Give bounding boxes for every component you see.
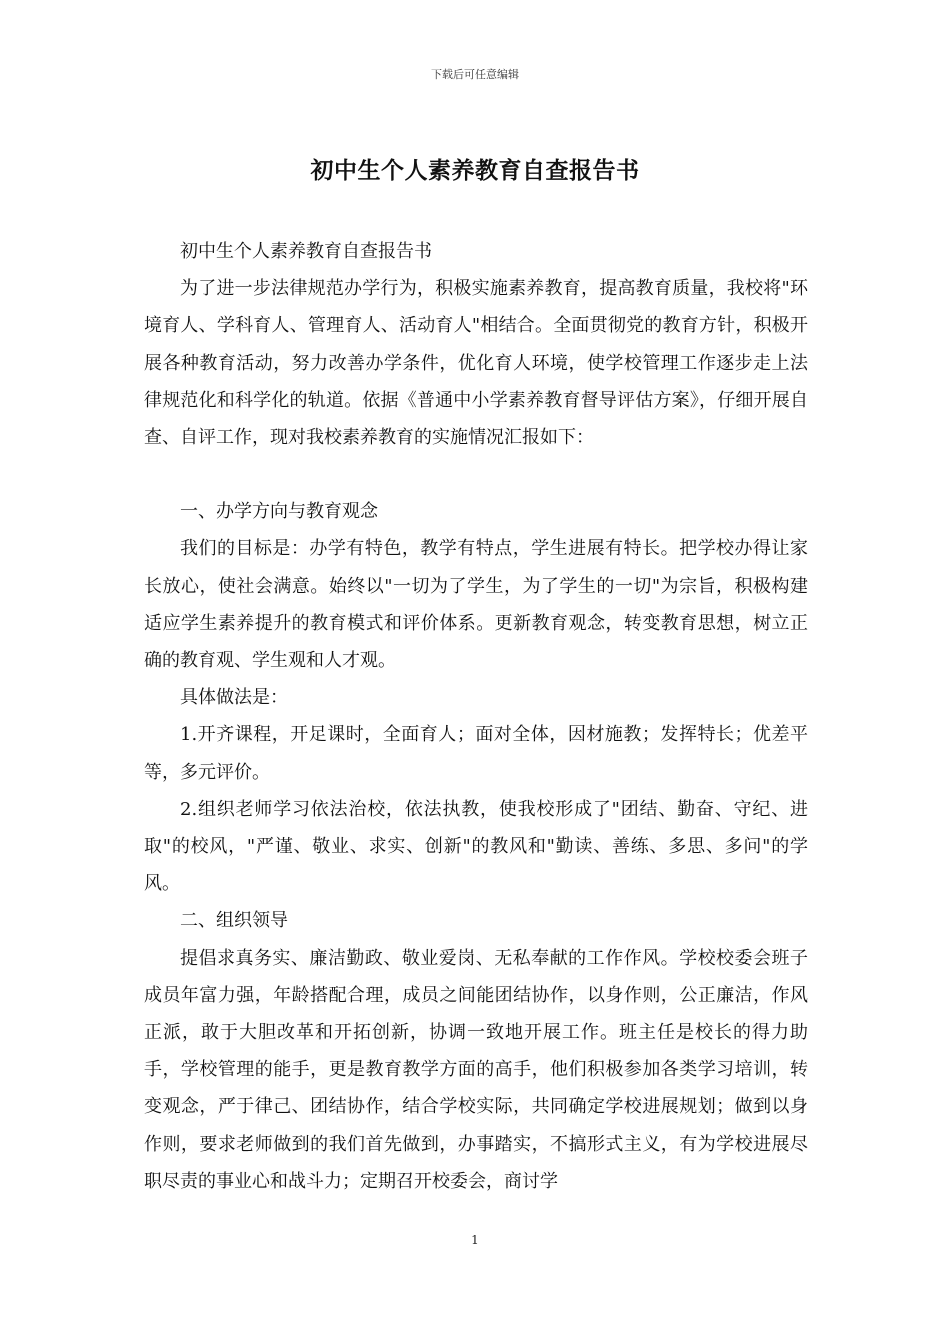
header-note: 下载后可任意编辑 [431, 68, 519, 81]
section-heading-2: 二、组织领导 [180, 910, 288, 932]
paragraph-methods-label: 具体做法是： [180, 687, 288, 709]
paragraph-leadership: 提倡求真务实、廉洁勤政、敬业爱岗、无私奉献的工作作风。学校校委会班子成员年富力强，年龄搭配合理，成员之间能团结协作，以身作则，公正廉洁，作风正派，敢于大胆改革和开拓创新，协调一致地开展工作。班主任是校长的得力助手，学校管理的能手，更是教育教学方面的高手，他们积极参加各类学习培训，转变观念，严于律己、团结协作，结合学校实际，共同确定学校进展规划；做到以身作则，要求老师做到的我们首先做到，办事踏实，不搞形式主义，有为学校进展尽职尽责的事业心和战斗力；定期召开校委会，商讨学 [144, 947, 808, 1192]
list-item-2: 2.组织老师学习依法治校，依法执教，使我校形成了"团结、勤奋、守纪、进取"的校风，"严谨、敬业、求实、创新"的教风和"勤读、善练、多思、多问"的学风。 [144, 798, 808, 895]
paragraph-goals: 我们的目标是：办学有特色，教学有特点，学生进展有特长。把学校办得让家长放心，使社会满意。始终以"一切为了学生，为了学生的一切"为宗旨，积极构建适应学生素养提升的教育模式和评价体系。更新教育观念，转变教育思想，树立正确的教育观、学生观和人才观。 [144, 538, 808, 672]
document-title: 初中生个人素养教育自查报告书 [310, 157, 640, 184]
document-body [144, 233, 808, 1200]
list-item-1: 1.开齐课程，开足课时，全面育人；面对全体，因材施教；发挥特长；优差平等，多元评价。 [144, 724, 808, 783]
paragraph-subtitle: 初中生个人素养教育自查报告书 [180, 241, 432, 262]
page-number: 1 [471, 1233, 479, 1247]
section-heading-1: 一、办学方向与教育观念 [180, 501, 378, 523]
paragraph-intro: 为了进一步法律规范办学行为，积极实施素养教育，提高教育质量，我校将"环境育人、学科育人、管理育人、活动育人"相结合。全面贯彻党的教育方针，积极开展各种教育活动，努力改善办学条件，优化育人环境，使学校管理工作逐步走上法律规范化和科学化的轨道。依据《普通中小学素养教育督导评估方案》，仔细开展自查、自评工作，现对我校素养教育的实施情况汇报如下： [144, 278, 808, 449]
